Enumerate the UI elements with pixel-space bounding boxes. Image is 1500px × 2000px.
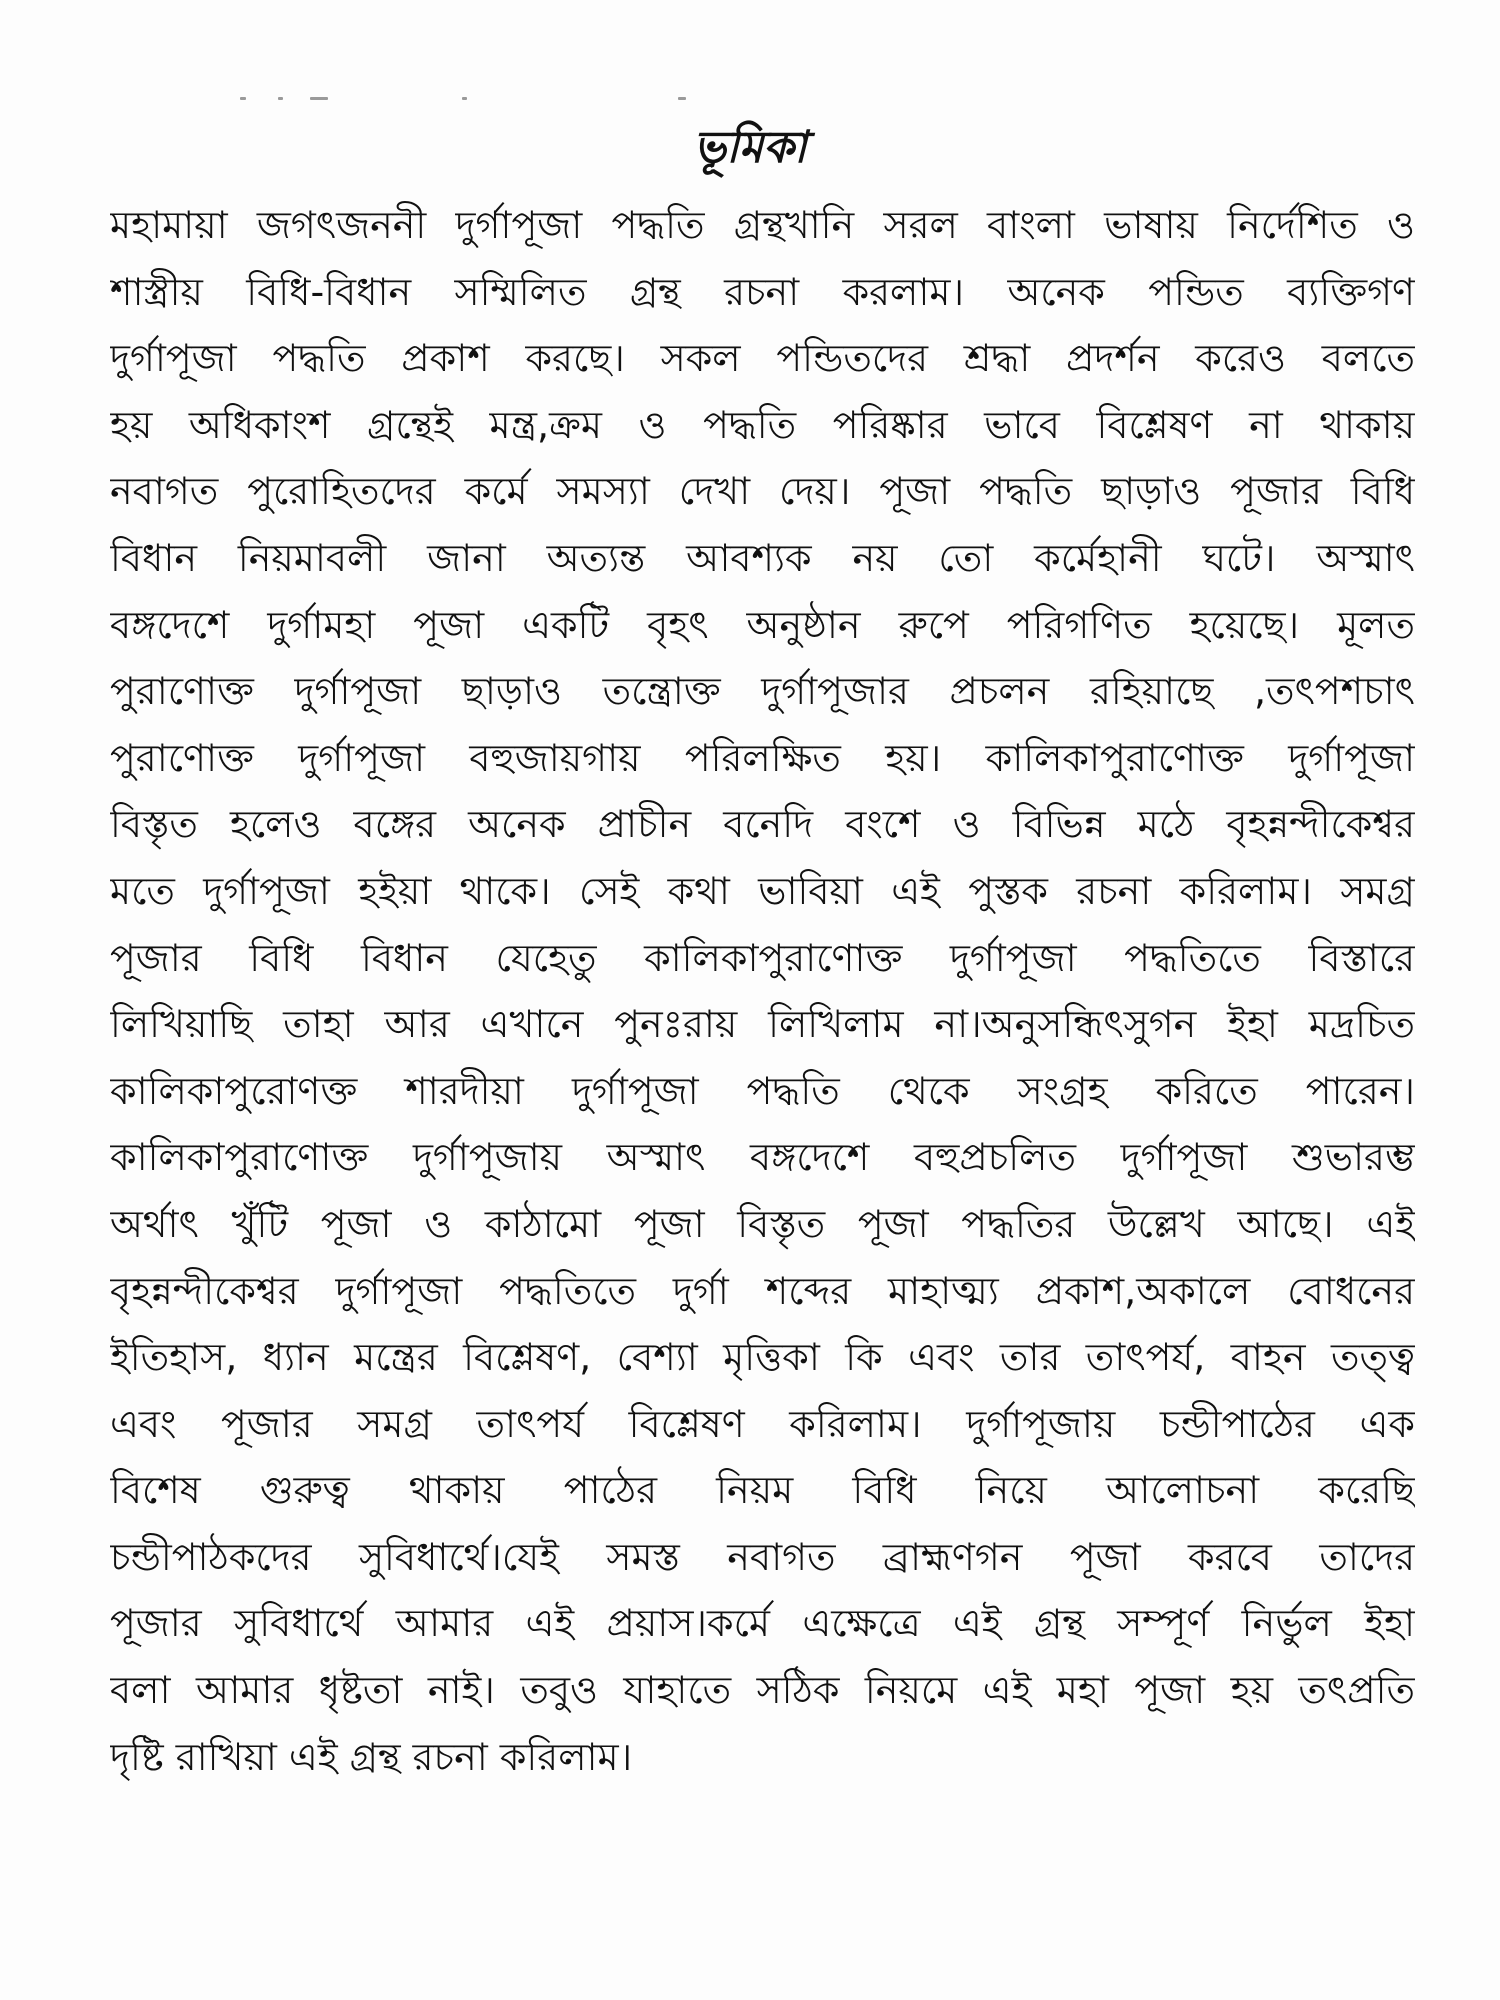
text-line: মতে দুর্গাপূজা হইয়া থাকে। সেই কথা ভাবিয়া এই পুস্তক রচনা করিলাম। সমগ্র bbox=[110, 868, 1415, 913]
text-line: অর্থাৎ খুঁটি পূজা ও কাঠামো পূজা বিস্তৃত পূজা পদ্ধতির উল্লেখ আছে। এই bbox=[110, 1201, 1415, 1246]
text-line: চন্ডীপাঠকদের সুবিধার্থে।যেই সমস্ত নবাগত ব্রাহ্মণগন পূজা করবে তাদের bbox=[110, 1534, 1415, 1579]
text-line: বঙ্গদেশে দুর্গামহা পূজা একটি বৃহৎ অনুষ্ঠান রুপে পরিগণিত হয়েছে। মূলত bbox=[110, 602, 1415, 647]
text-line: বৃহন্নন্দীকেশ্বর দুর্গাপূজা পদ্ধতিতে দুর্গা শব্দের মাহাত্ম্য প্রকাশ,অকালে বোধনের bbox=[110, 1268, 1415, 1313]
text-line: দুর্গাপূজা পদ্ধতি প্রকাশ করছে। সকল পন্ডিতদের শ্রদ্ধা প্রদর্শন করেও বলতে bbox=[110, 336, 1415, 381]
text-line: পূজার সুবিধার্থে আমার এই প্রয়াস।কর্মে এক্ষেত্রে এই গ্রন্থ সম্পূর্ণ নির্ভুল ইহা bbox=[110, 1601, 1415, 1646]
text-line: বিস্তৃত হলেও বঙ্গের অনেক প্রাচীন বনেদি বংশে ও বিভিন্ন মঠে বৃহন্নন্দীকেশ্বর bbox=[110, 802, 1415, 847]
text-line: কালিকাপুরাণোক্ত দুর্গাপূজায় অস্মাৎ বঙ্গদেশে বহুপ্রচলিত দুর্গাপূজা শুভারম্ভ bbox=[110, 1135, 1415, 1180]
text-line: পুরাণোক্ত দুর্গাপূজা বহুজায়গায় পরিলক্ষিত হয়। কালিকাপুরাণোক্ত দুর্গাপূজা bbox=[110, 735, 1415, 780]
text-line: মহামায়া জগৎজননী দুর্গাপূজা পদ্ধতি গ্রন্থখানি সরল বাংলা ভাষায় নির্দেশিত ও bbox=[110, 203, 1415, 247]
preface-body bbox=[110, 192, 1415, 1790]
text-line: নবাগত পুরোহিতদের কর্মে সমস্যা দেখা দেয়। পূজা পদ্ধতি ছাড়াও পূজার বিধি bbox=[110, 469, 1415, 514]
text-line: বিধান নিয়মাবলী জানা অত্যন্ত আবশ্যক নয় তো কর্মেহানী ঘটে। অস্মাৎ bbox=[110, 535, 1415, 580]
text-line: ইতিহাস, ধ্যান মন্ত্রের বিশ্লেষণ, বেশ্যা মৃত্তিকা কি এবং তার তাৎপর্য, বাহন তত্ত্ব bbox=[110, 1335, 1415, 1380]
text-line: বলা আমার ধৃষ্টতা নাই। তবুও যাহাতে সঠিক নিয়মে এই মহা পূজা হয় তৎপ্রতি bbox=[110, 1668, 1415, 1713]
text-line: বিশেষ গুরুত্ব থাকায় পাঠের নিয়ম বিধি নিয়ে আলোচনা করেছি bbox=[110, 1468, 1415, 1513]
text-line: পূজার বিধি বিধান যেহেতু কালিকাপুরাণোক্ত দুর্গাপূজা পদ্ধতিতে বিস্তারে bbox=[110, 935, 1415, 980]
text-line: এবং পূজার সমগ্র তাৎপর্য বিশ্লেষণ করিলাম। দুর্গাপূজায় চন্ডীপাঠের এক bbox=[110, 1401, 1415, 1446]
text-line: দৃষ্টি রাখিয়া এই গ্রন্থ রচনা করিলাম। bbox=[110, 1734, 633, 1779]
text-line: হয় অধিকাংশ গ্রন্থেই মন্ত্র,ক্রম ও পদ্ধতি পরিষ্কার ভাবে বিশ্লেষণ না থাকায় bbox=[110, 402, 1415, 447]
text-line: কালিকাপুরোণক্ত শারদীয়া দুর্গাপূজা পদ্ধতি থেকে সংগ্রহ করিতে পারেন। bbox=[110, 1068, 1415, 1113]
text-line: শাস্ত্রীয় বিধি-বিধান সম্মিলিত গ্রন্থ রচনা করলাম। অনেক পন্ডিত ব্যক্তিগণ bbox=[110, 269, 1415, 314]
text-line: পুরাণোক্ত দুর্গাপূজা ছাড়াও তন্ত্রোক্ত দুর্গাপূজার প্রচলন রহিয়াছে ,তৎপশচাৎ bbox=[110, 669, 1415, 714]
scan-artifact-marks bbox=[240, 97, 700, 101]
text-line: লিখিয়াছি তাহা আর এখানে পুনঃরায় লিখিলাম না।অনুসন্ধিৎসুগন ইহা মদ্রচিত bbox=[110, 1002, 1415, 1047]
page-title: ভূমিকা bbox=[693, 122, 807, 173]
